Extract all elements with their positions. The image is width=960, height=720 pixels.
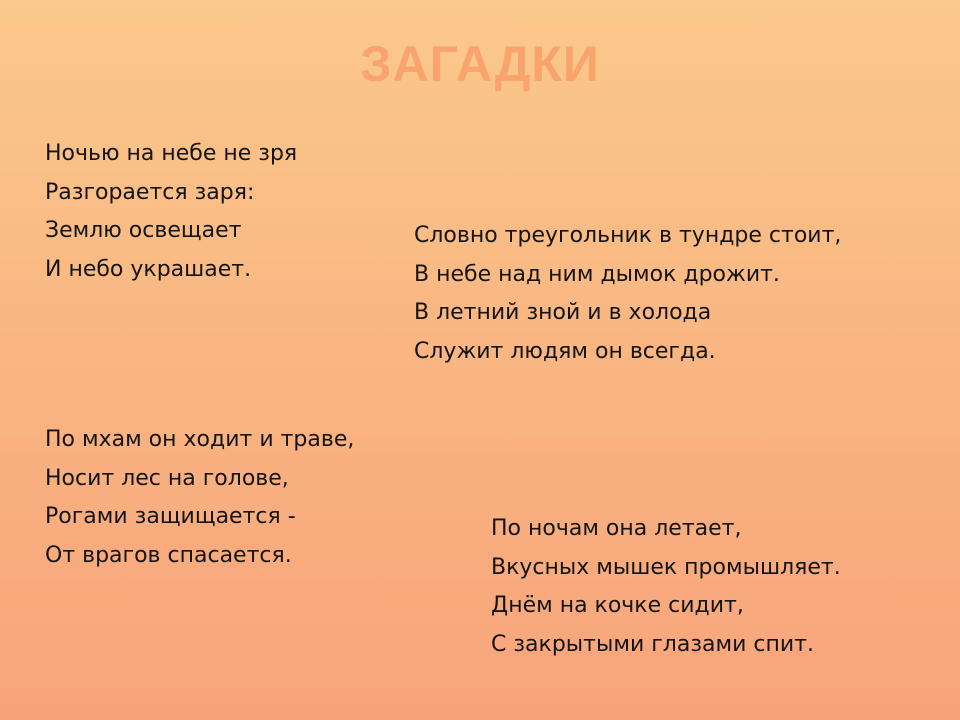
riddle-line: По мхам он ходит и траве, <box>45 427 355 452</box>
riddle-tent <box>414 217 841 371</box>
riddle-line: С закрытыми глазами спит. <box>491 631 814 657</box>
riddle-line: Носит лес на голове, <box>45 465 289 491</box>
riddle-line: Словно треугольник в тундре стоит, <box>414 223 842 248</box>
riddle-owl <box>491 510 841 664</box>
slide-title: ЗАГАДКИ <box>360 36 600 92</box>
riddle-line: По ночам она летает, <box>491 516 742 541</box>
riddle-line: В летний зной и в холода <box>414 300 712 325</box>
riddle-line: Вкусных мышек промышляет. <box>491 554 841 580</box>
riddle-line: Служит людям он всегда. <box>414 338 716 364</box>
riddle-line: От врагов спасается. <box>45 542 292 568</box>
riddle-deer <box>45 421 354 575</box>
riddle-line: Разгорается заря: <box>45 179 255 205</box>
riddle-line: В небе над ним дымок дрожит. <box>414 261 780 287</box>
riddle-line: Днём на кочке сидит, <box>491 593 744 618</box>
riddle-dawn <box>45 135 297 289</box>
riddle-line: Ночью на небе не зря <box>45 141 298 166</box>
riddle-line: Землю освещает <box>45 218 242 243</box>
riddle-line: И небо украшает. <box>45 256 252 282</box>
riddle-line: Рогами защищается - <box>45 504 296 529</box>
